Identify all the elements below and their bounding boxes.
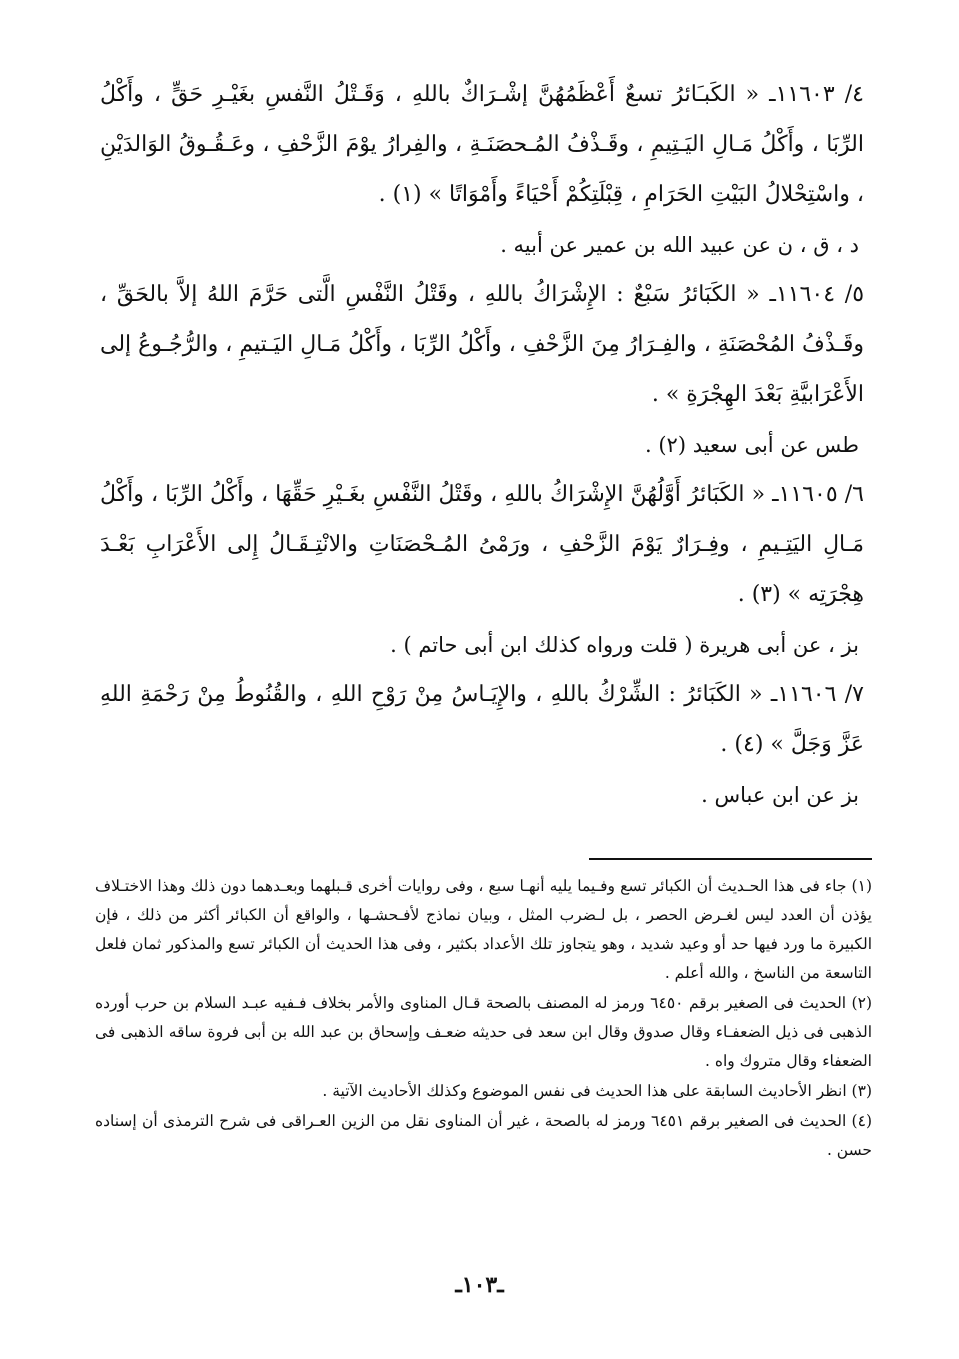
hadith-paragraph: ٥/ ١١٦٠٤ـ « الكَبَائرُ سَبْعٌ : الإِشْرَاكُ باللهِ ، وقَتْلُ النَّفْسِ الَّتى حَرَّمَ اللهُ إلاَّ بالحَقِّ ، وقَـذْفُ المُحْصَنَةِ ، والفِـرَارُ مِنَ الزَّحْفِ ، وأَكْلُ الرِّبَا ، وأَكْلُ مَـالِ اليَـتيمِ ، والرُّجُـوعُ إلى الأَعْرَابيَّةِ بَعْدَ الهِجْرَةِ » . [100, 282, 865, 407]
hadith-paragraph: ٤/ ١١٦٠٣ـ « الكَبـَائرُ تسعٌ أَعْظَمُهُنَّ إشْـرَاكٌ باللهِ ، وَقَـتْلُ النَّفسِ بغَيْـرِ حَقٍّ ، وأَكْلُ الرِّبَا ، وأَكْلُ مَـالِ اليَـتِيمِ ، وقَـذْفُ المُـحصَنَـةِ ، والفِرارُ يوْمَ الزَّحْفِ ، وعَـقُـوقُ الوَالدَيْنِ ، واسْتِحْلالُ البَيْتِ الحَرَامِ ، قِبْلَتِكُمْ أَحْيَاءً وأَمْوَاتًا » (١) . [100, 82, 864, 207]
hadith-source: بز عن ابن عباس . [701, 783, 859, 807]
hadith-source: بز ، عن أبى هريرة ( قلت ورواه كذلك ابن أبى حاتم ) . [390, 633, 859, 657]
footnote: (٣) انظر الأحاديث السابقة على هذا الحديث فى نفس الموضوع وكذلك الأحاديث الآتية . [322, 1082, 872, 1100]
footnote-separator [589, 858, 872, 860]
hadith-paragraph: ٦/ ١١٦٠٥ـ « الكَبَائرُ أَوَّلُهُنَّ الإِشْرَاكُ باللهِ ، وقَتْلُ النَّفْسِ بغَـيْرِ حَقِّهَا ، وأَكْلُ الرِّبَا ، وأَكْلُ مَـالِ اليَتِـيمِ ، وفِـرَارٌ يَوْمَ الزَّحْفِ ، ورَمْىُ المُـحْصَنَاتِ والانْتِـقَـالُ إِلى الأَعْرَابِ بَعْـدَ هِجْرَتِه » (٣) . [100, 482, 864, 607]
footnotes [95, 872, 872, 1166]
page-number: ـ١٠٣ـ [455, 1272, 504, 1298]
hadith-source: د ، ق ، ن عن عبيد الله بن عمير عن أبيه . [500, 233, 859, 257]
main-text [100, 70, 864, 820]
footnote: (١) جاء فى هذا الحـديث أن الكبائر تسع وفـيما يليه أنهـا سبع ، وفى روايات أخرى قـبلهما وبعـدهما دون ذلك وهذا الاختـلاف يؤذن أن العدد ليس لغـرض الحصر ، بل لـضرب المثل ، وبيان نماذج لأفـحشـها ، والواقع أن الكبائر أكثر من ذلك ، فإن الكبيرة ما ورد فيها حد أو وعيد شديد ، وهو يتجاوز تلك الأعداد بكثير ، وفى هذا الحديث أن الكبائر تسع والمذكور ثمان فلعل التاسعة من الناسخ ، والله أعلم . [95, 877, 872, 982]
hadith-paragraph: ٧/ ١١٦٠٦ـ « الكَبَائرُ : الشِّرْكُ باللهِ ، والإِيَـاسُ مِنْ رَوْحِ اللهِ ، والقُنُوطُ مِنْ رَحْمَةِ اللهِ عَزَّ وَجَلَّ » (٤) . [100, 682, 864, 757]
hadith-source: طس عن أبى سعيد (٢) . [645, 433, 859, 457]
footnote: (٤) الحديث فى الصغير برقم ٦٤٥١ ورمز له بالصحة ، غير أن المناوى نقل من الزين العـراقى فى شرح الترمذى أن إسناده حسن . [95, 1112, 872, 1159]
footnote: (٢) الحديث فى الصغير برقم ٦٤٥٠ ورمز له المصنف بالصحة قـال المناوى والأمر بخلاف فـفيه عبـد السلام بن حرب أورده الذهبى فى ذيل الضعفـاء وقال صدوق وقال ابن سعد فى حديثه ضعـف وإسحاق بن عبد الله بن أبى فروة ساقه الذهبى فى الضعفاء وقال متروك واه . [95, 994, 872, 1070]
